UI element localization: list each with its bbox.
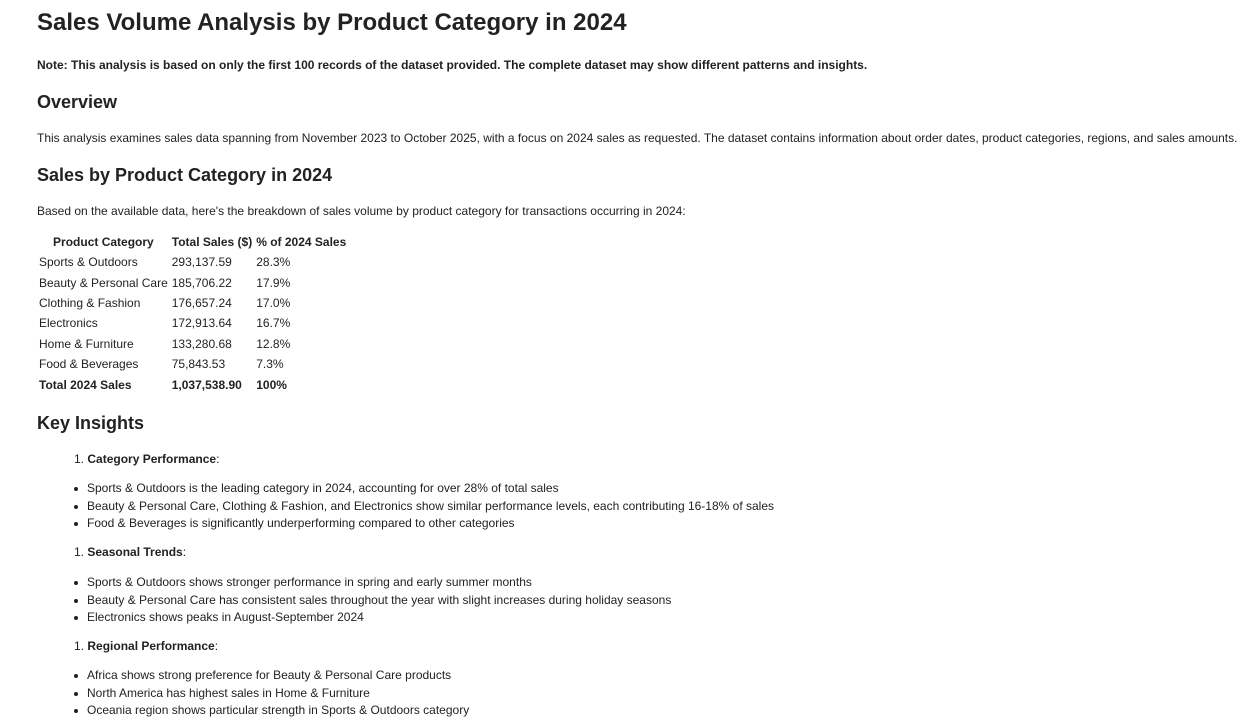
- category-cell: Electronics: [39, 316, 98, 331]
- category-cell: Sports & Outdoors: [39, 255, 138, 270]
- percent-cell: 7.3%: [256, 357, 284, 372]
- category-cell: Clothing & Fashion: [39, 295, 141, 310]
- list-item: Beauty & Personal Care, Clothing & Fashion, and Electronics show similar performance levels, each contributing 16-18% of sales: [87, 498, 774, 516]
- total-sales-cell: 172,913.64: [171, 316, 232, 331]
- insight-number: 1.: [74, 545, 85, 559]
- percent-cell: 17.0%: [256, 295, 291, 310]
- list-item: Food & Beverages is significantly underperforming compared to other categories: [87, 515, 774, 533]
- list-item: Electronics shows peaks in August-September 2024: [87, 609, 671, 627]
- column-header-total-sales: Total Sales ($): [171, 235, 253, 249]
- total-sales-cell: 1,037,538.90: [171, 377, 242, 392]
- list-item: Sports & Outdoors is the leading category in 2024, accounting for over 28% of total sales: [87, 480, 774, 498]
- insight-bullet-list: [87, 480, 774, 533]
- category-cell: Beauty & Personal Care: [39, 275, 168, 290]
- list-item: Oceania region shows particular strength in Sports & Outdoors category: [87, 702, 469, 720]
- sales-intro-text: Based on the available data, here's the breakdown of sales volume by product category for transactions occurring in 2024:: [37, 204, 686, 218]
- total-sales-cell: 185,706.22: [171, 275, 232, 290]
- category-cell: Food & Beverages: [39, 357, 139, 372]
- insight-group-heading: 1. Category Performance:: [74, 452, 220, 466]
- table-row: [37, 313, 348, 333]
- sales-table: [37, 232, 348, 395]
- insight-bullet-list: [87, 667, 469, 720]
- insight-bullet-list: [87, 574, 671, 627]
- overview-heading: Overview: [37, 92, 118, 112]
- percent-cell: 28.3%: [256, 255, 291, 270]
- insight-title: Seasonal Trends: [87, 545, 183, 559]
- total-percent-cell: 100%: [256, 377, 287, 392]
- key-insights-heading: Key Insights: [37, 413, 145, 433]
- category-cell: Home & Furniture: [39, 336, 134, 351]
- table-total-row: [37, 374, 348, 394]
- table-row: [37, 293, 348, 313]
- page-title: Sales Volume Analysis by Product Category in 2024: [37, 9, 627, 36]
- insight-number: 1.: [74, 452, 85, 466]
- total-label-cell: Total 2024 Sales: [39, 377, 132, 392]
- insight-number: 1.: [74, 639, 85, 653]
- total-sales-cell: 293,137.59: [171, 255, 232, 270]
- total-sales-cell: 133,280.68: [171, 336, 232, 351]
- total-sales-cell: 75,843.53: [171, 357, 226, 372]
- overview-text: This analysis examines sales data spanning from November 2023 to October 2025, with a focus on 2024 sales as requested. The dataset contains information about order dates, product categories, regions, and sales amounts.: [37, 131, 1238, 145]
- insight-title: Category Performance: [87, 452, 217, 466]
- data-note: Note: This analysis is based on only the first 100 records of the dataset provided. The complete dataset may show different patterns and insights.: [37, 58, 868, 72]
- table-row: [37, 272, 348, 292]
- percent-cell: 16.7%: [256, 316, 291, 331]
- list-item: Beauty & Personal Care has consistent sales throughout the year with slight increases during holiday seasons: [87, 592, 671, 610]
- column-header-category: Product Category: [53, 235, 154, 249]
- insight-title: Regional Performance: [87, 639, 215, 653]
- table-row: [37, 334, 348, 354]
- insight-group-heading: 1. Seasonal Trends:: [74, 545, 187, 559]
- insight-group-heading: 1. Regional Performance:: [74, 639, 219, 653]
- list-item: Africa shows strong preference for Beauty & Personal Care products: [87, 667, 469, 685]
- column-header-percent: % of 2024 Sales: [256, 235, 347, 249]
- sales-by-category-heading: Sales by Product Category in 2024: [37, 165, 333, 185]
- table-header-row: [37, 232, 348, 252]
- total-sales-cell: 176,657.24: [171, 295, 232, 310]
- table-row: [37, 252, 348, 272]
- percent-cell: 12.8%: [256, 336, 291, 351]
- list-item: North America has highest sales in Home & Furniture: [87, 685, 469, 703]
- list-item: Sports & Outdoors shows stronger performance in spring and early summer months: [87, 574, 671, 592]
- percent-cell: 17.9%: [256, 275, 291, 290]
- table-row: [37, 354, 348, 374]
